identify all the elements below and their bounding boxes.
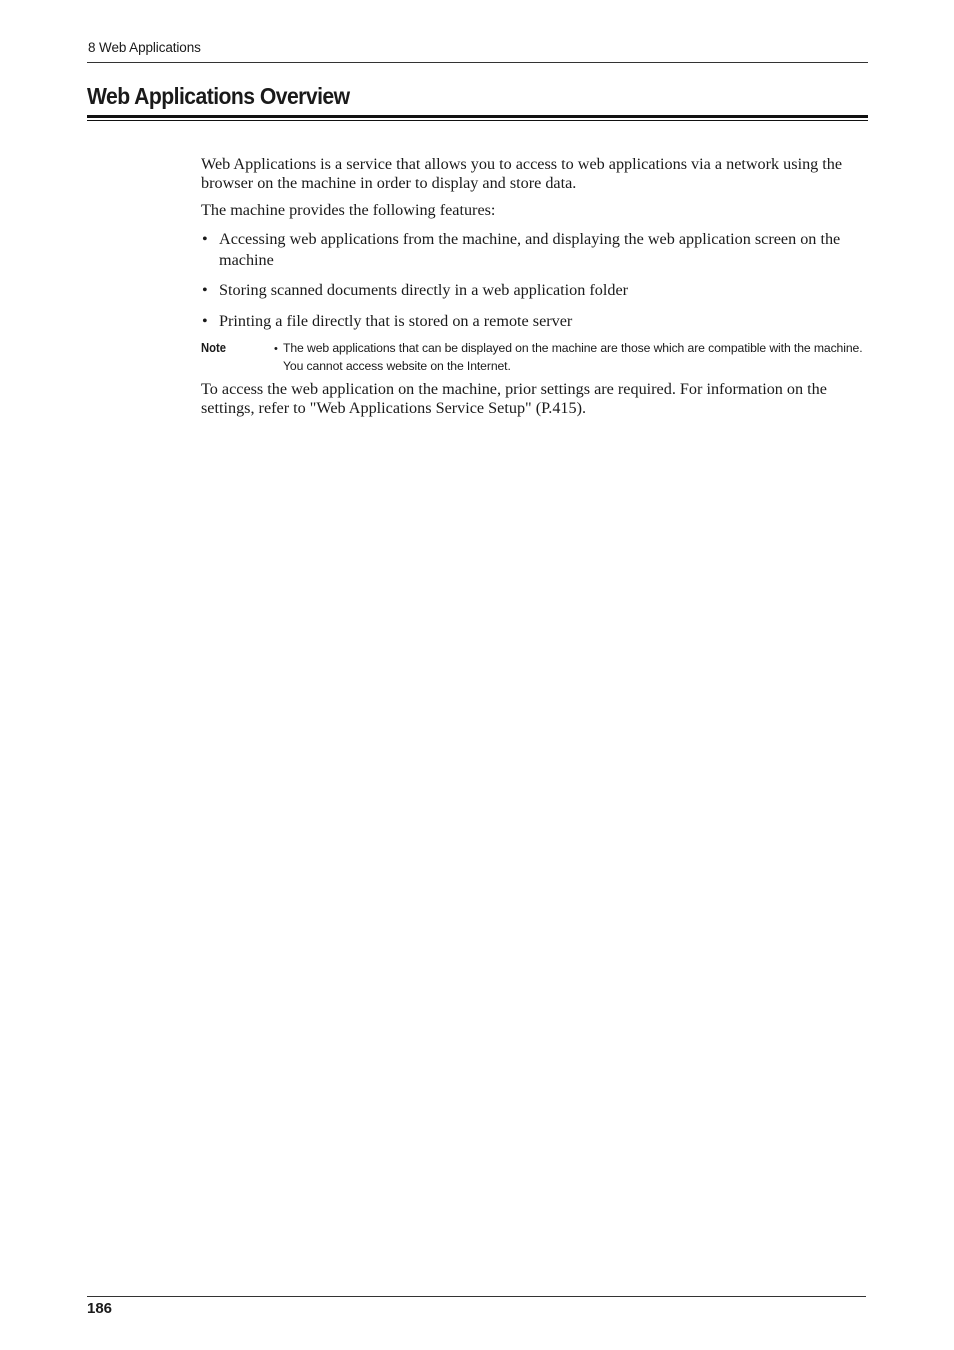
page-title: Web Applications Overview [87,83,350,109]
running-header: 8 Web Applications [88,40,201,55]
feature-bullet-1: • [202,230,208,248]
features-lead-paragraph: The machine provides the following features: [201,201,496,219]
note-label: Note [201,341,227,355]
footer-divider [87,1296,866,1297]
note-text: The web applications that can be displayed on the machine are those which are compatible with the machine. You cannot access website on the Internet. [283,341,863,373]
closing-paragraph: To access the web application on the machine, prior settings are required. For information on the settings, refer to "Web Applications Service Setup" (P.415). [201,380,827,417]
feature-item-3: Printing a file directly that is stored on a remote server [219,312,573,330]
feature-item-2: Storing scanned documents directly in a web application folder [219,281,629,299]
title-underline-thin [87,120,868,121]
feature-bullet-2: • [202,281,208,299]
intro-paragraph: Web Applications is a service that allows you to access to web applications via a network using the browser on the machine in order to display and store data. [201,155,843,192]
feature-bullet-3: • [202,312,208,330]
note-bullet: • [274,343,278,355]
title-underline-thick [87,115,868,118]
feature-item-1: Accessing web applications from the machine, and displaying the web application screen on the machine [219,230,841,269]
page-number: 186 [87,1300,113,1317]
header-divider [87,62,868,63]
